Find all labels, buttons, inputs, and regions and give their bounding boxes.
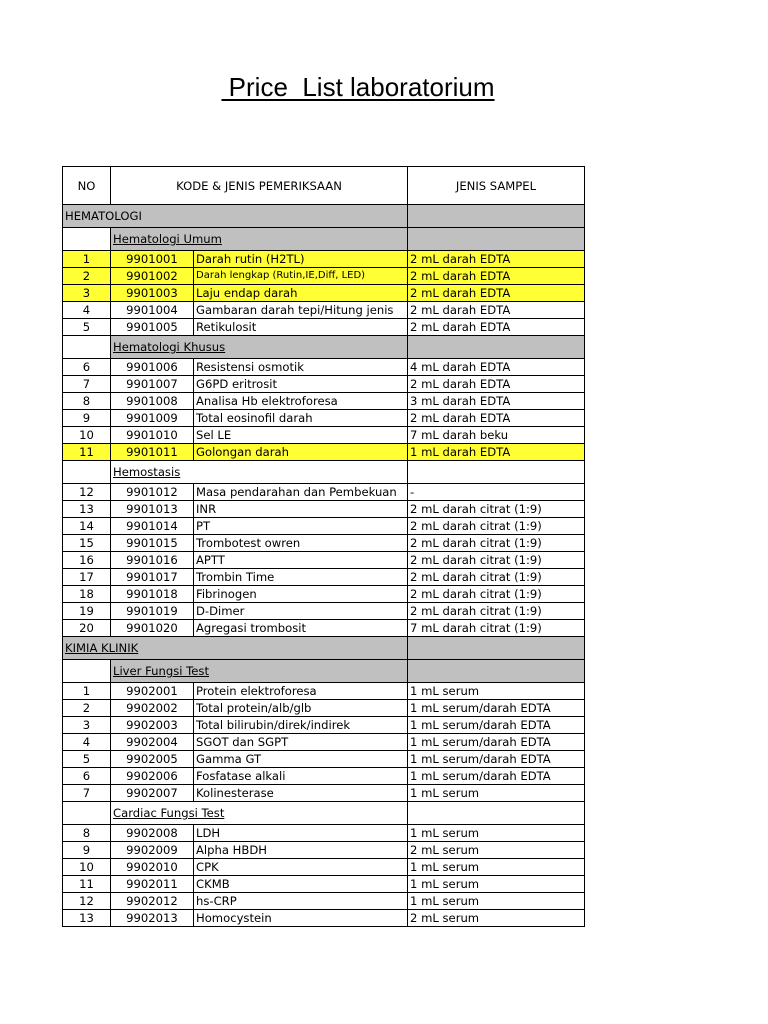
- sample-type: 1 mL serum/darah EDTA: [408, 717, 585, 734]
- sample-type: 2 mL darah EDTA: [408, 268, 585, 285]
- table-header-row: [63, 167, 585, 205]
- table-row: [63, 751, 585, 768]
- test-code: 9901014: [111, 518, 194, 535]
- test-code: 9902010: [111, 859, 194, 876]
- test-name: Sel LE: [194, 427, 408, 444]
- table-row: [63, 302, 585, 319]
- table-row: [63, 427, 585, 444]
- group-row: [63, 461, 585, 484]
- row-number: 4: [63, 734, 111, 751]
- test-name: Retikulosit: [194, 319, 408, 336]
- test-code: 9901019: [111, 603, 194, 620]
- price-table: [62, 166, 585, 927]
- group-blank-cell: [63, 802, 111, 825]
- test-name: hs-CRP: [194, 893, 408, 910]
- test-name: Total bilirubin/direk/indirek: [194, 717, 408, 734]
- test-code: 9901010: [111, 427, 194, 444]
- row-number: 10: [63, 859, 111, 876]
- row-number: 1: [63, 251, 111, 268]
- test-code: 9901008: [111, 393, 194, 410]
- test-name: Trombotest owren: [194, 535, 408, 552]
- table-row: [63, 444, 585, 461]
- section-row: [63, 205, 585, 228]
- sample-type: 1 mL serum/darah EDTA: [408, 700, 585, 717]
- test-name: Fosfatase alkali: [194, 768, 408, 785]
- row-number: 18: [63, 586, 111, 603]
- test-name: LDH: [194, 825, 408, 842]
- table-row: [63, 859, 585, 876]
- test-name: Homocystein: [194, 910, 408, 927]
- row-number: 20: [63, 620, 111, 637]
- row-number: 9: [63, 842, 111, 859]
- test-code: 9901017: [111, 569, 194, 586]
- group-tail-cell: [408, 461, 585, 484]
- table-row: [63, 785, 585, 802]
- table-row: [63, 518, 585, 535]
- sample-type: 2 mL darah EDTA: [408, 251, 585, 268]
- table-row: [63, 535, 585, 552]
- sample-type: 2 mL darah citrat (1:9): [408, 501, 585, 518]
- row-number: 11: [63, 444, 111, 461]
- test-name: D-Dimer: [194, 603, 408, 620]
- row-number: 12: [63, 484, 111, 501]
- table-row: [63, 910, 585, 927]
- group-title: Liver Fungsi Test: [111, 660, 408, 683]
- sample-type: 2 mL darah EDTA: [408, 410, 585, 427]
- table-row: [63, 501, 585, 518]
- table-row: [63, 410, 585, 427]
- test-name: Laju endap darah: [194, 285, 408, 302]
- row-number: 13: [63, 910, 111, 927]
- table-row: [63, 586, 585, 603]
- test-name: CKMB: [194, 876, 408, 893]
- section-blank-cell: [408, 205, 585, 228]
- test-code: 9902007: [111, 785, 194, 802]
- test-name: Fibrinogen: [194, 586, 408, 603]
- table-row: [63, 683, 585, 700]
- row-number: 3: [63, 717, 111, 734]
- sample-type: 2 mL serum: [408, 910, 585, 927]
- section-title: KIMIA KLINIK: [63, 637, 408, 660]
- table-row: [63, 842, 585, 859]
- group-tail-cell: [408, 228, 585, 251]
- test-code: 9901004: [111, 302, 194, 319]
- table-row: [63, 359, 585, 376]
- test-name: PT: [194, 518, 408, 535]
- sample-type: 7 mL darah citrat (1:9): [408, 620, 585, 637]
- group-title: Hematologi Khusus: [111, 336, 408, 359]
- group-row: [63, 802, 585, 825]
- test-code: 9901013: [111, 501, 194, 518]
- row-number: 11: [63, 876, 111, 893]
- row-number: 9: [63, 410, 111, 427]
- test-code: 9902003: [111, 717, 194, 734]
- row-number: 1: [63, 683, 111, 700]
- table-row: [63, 376, 585, 393]
- test-name: APTT: [194, 552, 408, 569]
- group-title: Hemostasis: [111, 461, 408, 484]
- sample-type: 2 mL darah citrat (1:9): [408, 518, 585, 535]
- group-tail-cell: [408, 336, 585, 359]
- test-code: 9902005: [111, 751, 194, 768]
- row-number: 3: [63, 285, 111, 302]
- test-name: Golongan darah: [194, 444, 408, 461]
- test-name: Total protein/alb/glb: [194, 700, 408, 717]
- test-code: 9901020: [111, 620, 194, 637]
- table-row: [63, 285, 585, 302]
- test-name: Gamma GT: [194, 751, 408, 768]
- test-name: Darah rutin (H2TL): [194, 251, 408, 268]
- group-blank-cell: [63, 461, 111, 484]
- table-row: [63, 734, 585, 751]
- test-code: 9902002: [111, 700, 194, 717]
- sample-type: 1 mL serum: [408, 785, 585, 802]
- group-blank-cell: [63, 660, 111, 683]
- table-row: [63, 876, 585, 893]
- header-sampel: JENIS SAMPEL: [408, 167, 585, 205]
- sample-type: 1 mL serum/darah EDTA: [408, 734, 585, 751]
- test-name: Protein elektroforesa: [194, 683, 408, 700]
- sample-type: 1 mL serum: [408, 825, 585, 842]
- sample-type: 2 mL darah EDTA: [408, 302, 585, 319]
- sample-type: 2 mL darah citrat (1:9): [408, 569, 585, 586]
- test-name: Kolinesterase: [194, 785, 408, 802]
- table-row: [63, 393, 585, 410]
- row-number: 4: [63, 302, 111, 319]
- group-blank-cell: [63, 336, 111, 359]
- test-name: Agregasi trombosit: [194, 620, 408, 637]
- table-row: [63, 700, 585, 717]
- row-number: 7: [63, 376, 111, 393]
- test-name: Analisa Hb elektroforesa: [194, 393, 408, 410]
- test-code: 9902012: [111, 893, 194, 910]
- row-number: 2: [63, 700, 111, 717]
- group-tail-cell: [408, 660, 585, 683]
- test-name: Trombin Time: [194, 569, 408, 586]
- row-number: 17: [63, 569, 111, 586]
- sample-type: 2 mL darah EDTA: [408, 319, 585, 336]
- sample-type: 1 mL serum: [408, 876, 585, 893]
- table-row: [63, 251, 585, 268]
- row-number: 19: [63, 603, 111, 620]
- test-name: Alpha HBDH: [194, 842, 408, 859]
- row-number: 6: [63, 768, 111, 785]
- test-code: 9901003: [111, 285, 194, 302]
- group-row: [63, 660, 585, 683]
- row-number: 12: [63, 893, 111, 910]
- table-row: [63, 620, 585, 637]
- sample-type: 3 mL darah EDTA: [408, 393, 585, 410]
- group-blank-cell: [63, 228, 111, 251]
- test-code: 9901009: [111, 410, 194, 427]
- test-code: 9901001: [111, 251, 194, 268]
- test-code: 9902004: [111, 734, 194, 751]
- sample-type: -: [408, 484, 585, 501]
- table-row: [63, 569, 585, 586]
- table-row: [63, 268, 585, 285]
- sample-type: 2 mL serum: [408, 842, 585, 859]
- test-code: 9901002: [111, 268, 194, 285]
- group-row: [63, 228, 585, 251]
- page-title: Price List laboratorium: [221, 72, 495, 102]
- table-row: [63, 825, 585, 842]
- test-code: 9901011: [111, 444, 194, 461]
- group-title: Hematologi Umum: [111, 228, 408, 251]
- row-number: 6: [63, 359, 111, 376]
- test-name: INR: [194, 501, 408, 518]
- sample-type: 2 mL darah citrat (1:9): [408, 586, 585, 603]
- row-number: 10: [63, 427, 111, 444]
- row-number: 2: [63, 268, 111, 285]
- test-code: 9901016: [111, 552, 194, 569]
- group-row: [63, 336, 585, 359]
- sample-type: 2 mL darah citrat (1:9): [408, 552, 585, 569]
- row-number: 5: [63, 751, 111, 768]
- test-code: 9901005: [111, 319, 194, 336]
- table-row: [63, 484, 585, 501]
- table-row: [63, 768, 585, 785]
- test-name: Total eosinofil darah: [194, 410, 408, 427]
- sample-type: 1 mL serum/darah EDTA: [408, 751, 585, 768]
- test-code: 9902009: [111, 842, 194, 859]
- table-row: [63, 319, 585, 336]
- section-row: [63, 637, 585, 660]
- test-code: 9901012: [111, 484, 194, 501]
- row-number: 13: [63, 501, 111, 518]
- sample-type: 1 mL serum/darah EDTA: [408, 768, 585, 785]
- group-tail-cell: [408, 802, 585, 825]
- test-name: CPK: [194, 859, 408, 876]
- row-number: 16: [63, 552, 111, 569]
- sample-type: 1 mL serum: [408, 859, 585, 876]
- sample-type: 2 mL darah citrat (1:9): [408, 535, 585, 552]
- test-name: G6PD eritrosit: [194, 376, 408, 393]
- section-title: HEMATOLOGI: [63, 205, 408, 228]
- table-row: [63, 717, 585, 734]
- row-number: 14: [63, 518, 111, 535]
- sample-type: 1 mL darah EDTA: [408, 444, 585, 461]
- test-code: 9902001: [111, 683, 194, 700]
- sample-type: 2 mL darah citrat (1:9): [408, 603, 585, 620]
- test-code: 9902008: [111, 825, 194, 842]
- test-name: Resistensi osmotik: [194, 359, 408, 376]
- test-code: 9902013: [111, 910, 194, 927]
- group-title: Cardiac Fungsi Test: [111, 802, 408, 825]
- sample-type: 4 mL darah EDTA: [408, 359, 585, 376]
- row-number: 8: [63, 393, 111, 410]
- test-name: Darah lengkap (Rutin,IE,Diff, LED): [194, 268, 408, 285]
- table-row: [63, 893, 585, 910]
- header-kode: KODE & JENIS PEMERIKSAAN: [111, 167, 408, 205]
- table-row: [63, 603, 585, 620]
- row-number: 7: [63, 785, 111, 802]
- sample-type: 7 mL darah beku: [408, 427, 585, 444]
- test-name: SGOT dan SGPT: [194, 734, 408, 751]
- test-name: Gambaran darah tepi/Hitung jenis: [194, 302, 408, 319]
- row-number: 8: [63, 825, 111, 842]
- sample-type: 2 mL darah EDTA: [408, 376, 585, 393]
- sample-type: 1 mL serum: [408, 683, 585, 700]
- section-blank-cell: [408, 637, 585, 660]
- sample-type: 2 mL darah EDTA: [408, 285, 585, 302]
- sample-type: 1 mL serum: [408, 893, 585, 910]
- row-number: 5: [63, 319, 111, 336]
- test-code: 9901006: [111, 359, 194, 376]
- test-code: 9902006: [111, 768, 194, 785]
- test-code: 9902011: [111, 876, 194, 893]
- test-code: 9901015: [111, 535, 194, 552]
- test-name: Masa pendarahan dan Pembekuan: [194, 484, 408, 501]
- test-code: 9901007: [111, 376, 194, 393]
- row-number: 15: [63, 535, 111, 552]
- test-code: 9901018: [111, 586, 194, 603]
- header-no: NO: [63, 167, 111, 205]
- table-row: [63, 552, 585, 569]
